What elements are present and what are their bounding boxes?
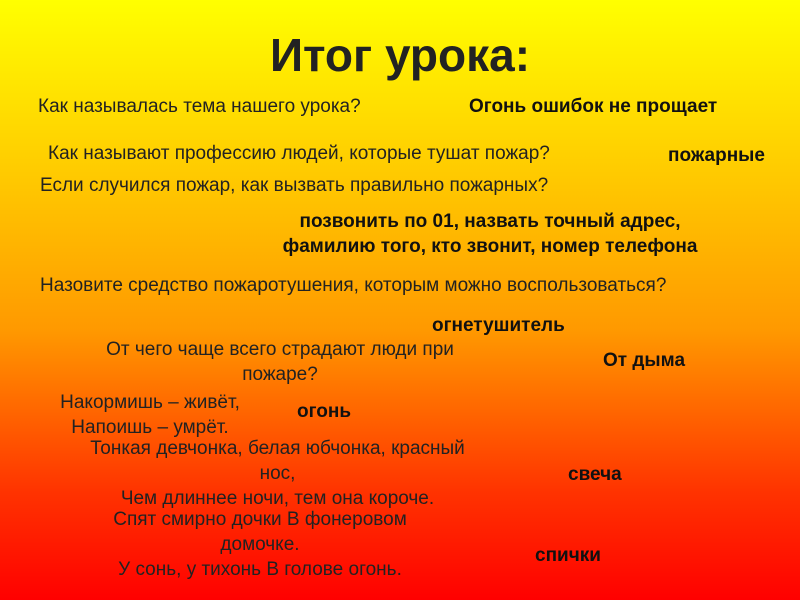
answer-candle: свеча: [568, 464, 622, 485]
answer-fire: огонь: [297, 401, 352, 422]
riddle-candle-line-3: Чем длиннее ночи, тем она короче.: [120, 488, 435, 509]
question-profession: Как называют профессию людей, которые тушат пожар?: [48, 143, 550, 164]
answer-topic: Огонь ошибок не прощает: [469, 96, 718, 117]
answer-extinguisher: огнетушитель: [432, 315, 565, 336]
riddle-fire: [30, 390, 270, 440]
question-call-firefighters: Если случился пожар, как вызвать правильно пожарных?: [40, 175, 549, 196]
question-extinguishing-means: Назовите средство пожаротушения, которым можно воспользоваться?: [40, 275, 667, 296]
answer-smoke: От дыма: [603, 350, 686, 371]
question-topic: Как называлась тема нашего урока?: [38, 96, 361, 117]
question-suffering-line-2: пожаре?: [242, 364, 318, 385]
riddle-fire-line-1: Накормишь – живёт,: [60, 392, 240, 413]
riddle-fire-line-2: Напоишь – умрёт.: [71, 417, 229, 438]
answer-matches: спички: [535, 545, 601, 566]
question-suffering-line-1: От чего чаще всего страдают люди при: [106, 339, 454, 360]
answer-call-line-1: позвонить по 01, назвать точный адрес,: [299, 211, 681, 232]
riddle-candle-line-2: нос,: [259, 463, 296, 484]
riddle-matches-line-1: Спят смирно дочки В фонеровом: [113, 509, 407, 530]
answer-call-line-2: фамилию того, кто звонит, номер телефона: [282, 236, 698, 257]
answer-profession: пожарные: [668, 145, 765, 166]
slide-title: Итог урока:: [269, 29, 531, 81]
riddle-matches-line-3: У сонь, у тихонь В голове огонь.: [118, 559, 402, 580]
answer-call-firefighters: [230, 209, 750, 259]
riddle-matches-line-2: домочке.: [220, 534, 300, 555]
riddle-matches: [60, 507, 460, 582]
riddle-candle-line-1: Тонкая девчонка, белая юбчонка, красный: [90, 438, 465, 459]
riddle-candle: [55, 436, 500, 511]
question-suffering: [60, 337, 500, 387]
